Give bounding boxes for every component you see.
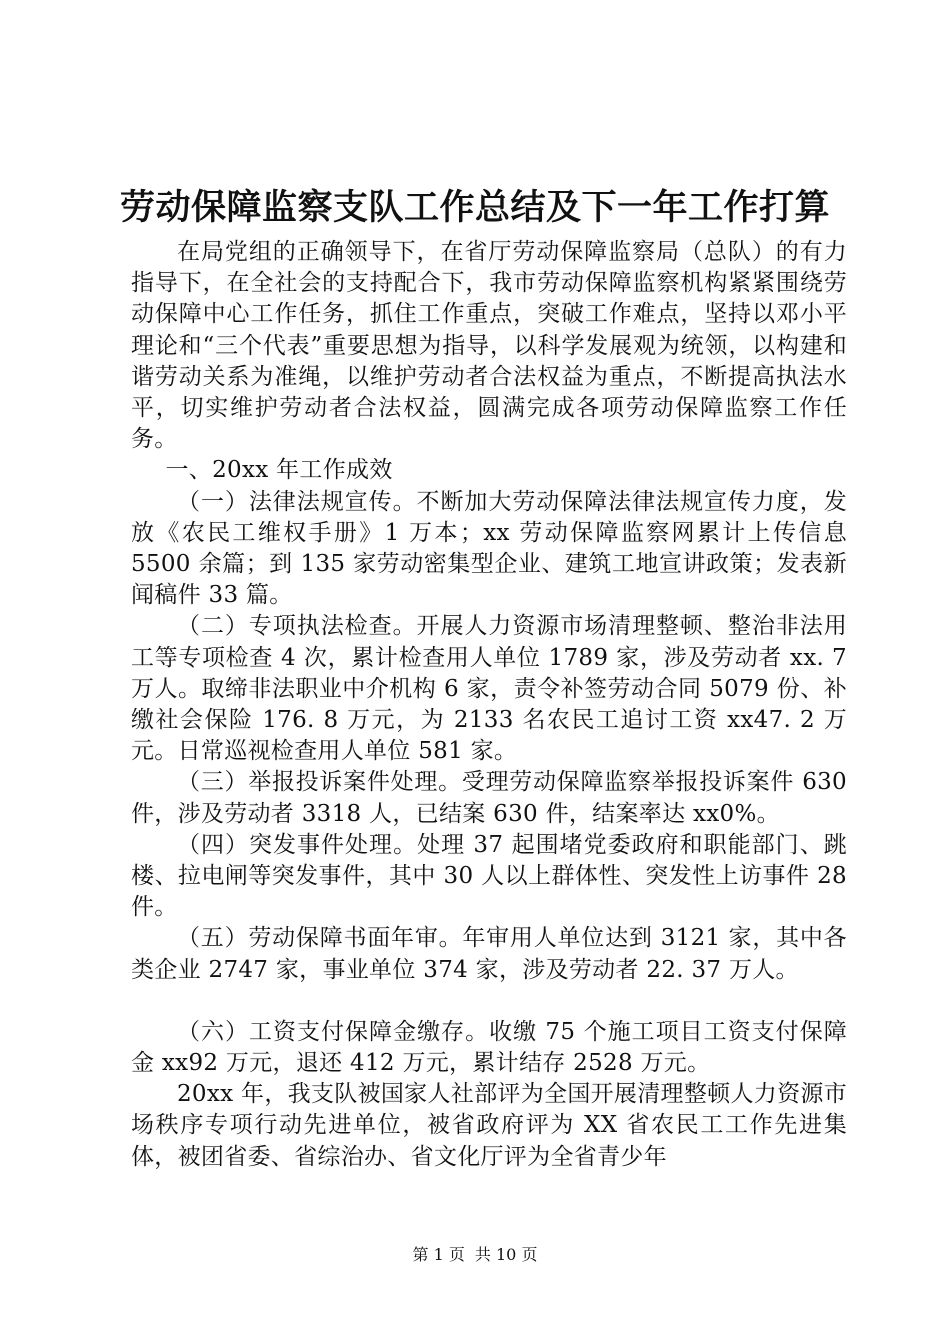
item-paragraph-5: （五）劳动保障书面年审。年审用人单位达到 3121 家，其中各类企业 2747 家，事业单位 374 家，涉及劳动者 22. 37 万人。: [131, 925, 847, 983]
blank-line: [131, 986, 847, 1017]
item-paragraph-1: （一）法律法规宣传。不断加大劳动保障法律法规宣传力度，发放《农民工维权手册》1 万本；xx 劳动保障监察网累计上传信息 5500 余篇；到 135 家劳动密集型企业、建筑工地宣讲政策；发表新闻稿件 33 篇。: [131, 488, 847, 609]
section-heading: 一、20xx 年工作成效: [165, 457, 393, 484]
document-body: [131, 237, 847, 1173]
item-paragraph-3: （三）举报投诉案件处理。受理劳动保障监察举报投诉案件 630 件，涉及劳动者 3318 人，已结案 630 件，结案率达 xx0%。: [131, 769, 847, 827]
document-title: 劳动保障监察支队工作总结及下一年工作打算: [119, 188, 830, 228]
page-total: 共 10 页: [474, 1245, 538, 1264]
item-paragraph-4: （四）突发事件处理。处理 37 起围堵党委政府和职能部门、跳楼、拉电闸等突发事件，其中 30 人以上群体性、突发性上访事件 28 件。: [131, 831, 847, 921]
page-number: 第 1 页: [412, 1245, 465, 1264]
item-paragraph-2: （二）专项执法检查。开展人力资源市场清理整顿、整治非法用工等专项检查 4 次，累计检查用人单位 1789 家，涉及劳动者 xx. 7 万人。取缔非法职业中介机构 6 家，责令补签劳动合同 5079 份、补缴社会保险 176. 8 万元，为 2133 名农民工追讨工资 xx47. 2 万元。日常巡视检查用人单位 581 家。: [131, 613, 847, 765]
item-paragraph-6: （六）工资支付保障金缴存。收缴 75 个施工项目工资支付保障金 xx92 万元，退还 412 万元，累计结存 2528 万元。: [131, 1018, 847, 1077]
page-footer: [0, 1244, 950, 1266]
intro-paragraph: 在局党组的正确领导下，在省厅劳动保障监察局（总队）的有力指导下，在全社会的支持配合下，我市劳动保障监察机构紧紧围绕劳动保障中心工作任务，抓住工作重点，突破工作难点，坚持以邓小平理论和“三个代表”重要思想为指导，以科学发展观为统领，以构建和谐劳动关系为准绳，以维护劳动者合法权益为重点，不断提高执法水平，切实维护劳动者合法权益，圆满完成各项劳动保障监察工作任务。: [131, 239, 847, 453]
awards-paragraph: 20xx 年，我支队被国家人社部评为全国开展清理整顿人力资源市场秩序专项行动先进单位，被省政府评为 XX 省农民工工作先进集体，被团省委、省综治办、省文化厅评为全省青少年: [131, 1081, 847, 1170]
